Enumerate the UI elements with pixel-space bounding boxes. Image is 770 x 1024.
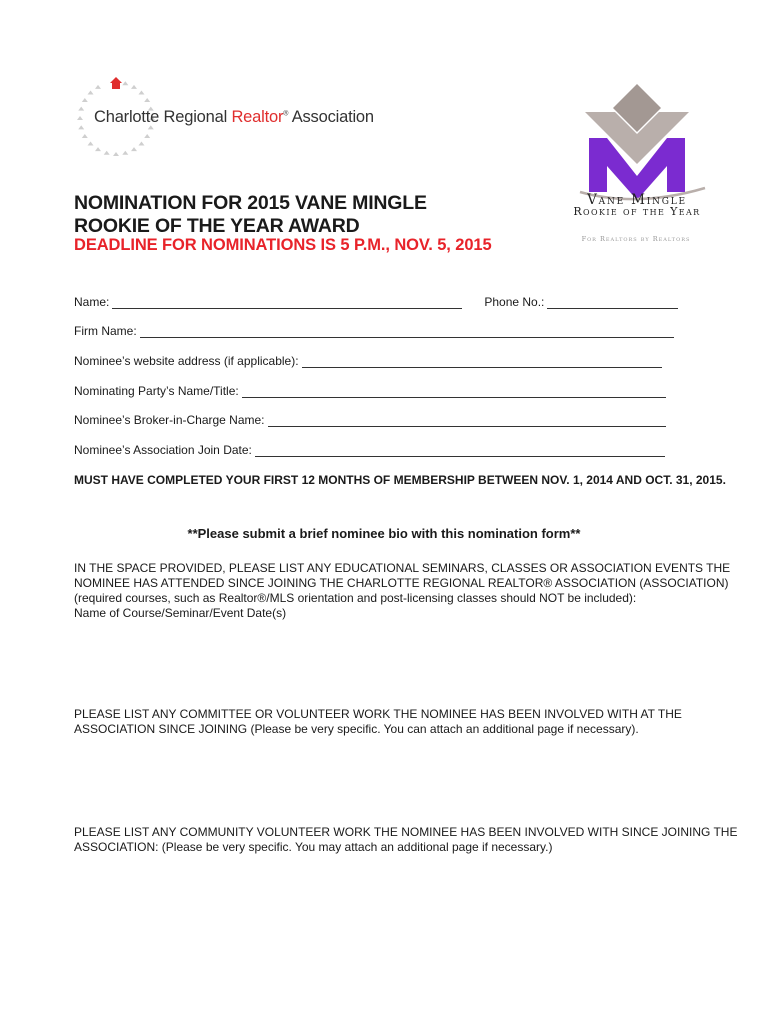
logo-ring-mark bbox=[122, 81, 128, 85]
website-label: Nominee’s website address (if applicable): bbox=[74, 354, 299, 368]
firm-field[interactable] bbox=[140, 326, 674, 338]
deadline-notice: DEADLINE FOR NOMINATIONS IS 5 P.M., NOV. 5, 2015 bbox=[74, 236, 492, 254]
logo-ring-mark bbox=[88, 141, 94, 145]
logo-ring-mark bbox=[95, 85, 101, 89]
name-field[interactable] bbox=[112, 297, 462, 309]
logo-ring-mark bbox=[113, 152, 119, 156]
award-name: Vane Mingle bbox=[587, 192, 687, 208]
logo-ring-mark bbox=[78, 125, 84, 129]
logo-ring-mark bbox=[131, 147, 137, 151]
logo-ring-mark bbox=[82, 98, 88, 102]
award-logo bbox=[555, 80, 720, 250]
logo-ring-mark bbox=[122, 151, 128, 155]
page-title-line-1: NOMINATION FOR 2015 VANE MINGLE bbox=[74, 192, 427, 214]
org-wordmark: Charlotte Regional Realtor® Association bbox=[94, 108, 374, 126]
logo-ring-mark bbox=[144, 134, 150, 138]
page-title-line-2: ROOKIE OF THE YEAR AWARD bbox=[74, 215, 360, 237]
education-subheading: Name of Course/Seminar/Event Date(s) bbox=[74, 606, 287, 620]
join-date-label: Nominee’s Association Join Date: bbox=[74, 443, 252, 457]
phone-label: Phone No.: bbox=[484, 295, 545, 309]
community-section: PLEASE LIST ANY COMMUNITY VOLUNTEER WORK THE NOMINEE HAS BEEN INVOLVED WITH SINCE JOINING THE ASSOCIATION: (Please be very specific. You may attach an additional page if necessary.) bbox=[74, 825, 738, 854]
phone-field[interactable] bbox=[547, 297, 678, 309]
membership-requirement: MUST HAVE COMPLETED YOUR FIRST 12 MONTHS OF MEMBERSHIP BETWEEN NOV. 1, 2014 AND OCT. 31, 2015. bbox=[74, 473, 726, 487]
firm-row bbox=[74, 324, 674, 338]
website-field[interactable] bbox=[302, 356, 662, 368]
broker-field[interactable] bbox=[268, 415, 666, 427]
broker-label: Nominee’s Broker-in-Charge Name: bbox=[74, 413, 265, 427]
logo-ring-mark bbox=[95, 147, 101, 151]
name-label: Name: bbox=[74, 295, 110, 309]
committee-section: PLEASE LIST ANY COMMITTEE OR VOLUNTEER WORK THE NOMINEE HAS BEEN INVOLVED WITH AT THE ASSOCIATION SINCE JOINING (Please be very specific. You can attach an additional page if necessary). bbox=[74, 707, 682, 736]
nominating-party-row bbox=[74, 384, 666, 398]
logo-ring-mark bbox=[138, 91, 144, 95]
website-row bbox=[74, 354, 662, 368]
logo-ring-mark bbox=[131, 85, 137, 89]
award-tagline: For Realtors by Realtors bbox=[581, 235, 691, 243]
logo-ring-mark bbox=[144, 98, 150, 102]
bio-note: **Please submit a brief nominee bio with this nomination form** bbox=[187, 526, 581, 541]
nominating-party-label: Nominating Party’s Name/Title: bbox=[74, 384, 239, 398]
logo-ring-mark bbox=[78, 107, 84, 111]
education-section bbox=[74, 561, 744, 621]
award-subtitle: Rookie of the Year bbox=[573, 205, 701, 218]
firm-label: Firm Name: bbox=[74, 324, 137, 338]
house-icon bbox=[110, 77, 122, 89]
name-row bbox=[74, 295, 678, 309]
logo-ring-mark bbox=[77, 116, 83, 120]
logo-ring-mark bbox=[82, 134, 88, 138]
join-date-row bbox=[74, 443, 665, 457]
education-instructions: IN THE SPACE PROVIDED, PLEASE LIST ANY EDUCATIONAL SEMINARS, CLASSES OR ASSOCIATION EVENTS THE NOMINEE HAS ATTENDED SINCE JOINING THE CHARLOTTE REGIONAL REALTOR® ASSOCIATION (ASSOCIATION) (required courses, such as Realtor®/MLS orientation and post-licensing classes should NOT be included): bbox=[74, 561, 731, 605]
logo-ring-mark bbox=[104, 151, 110, 155]
join-date-field[interactable] bbox=[255, 445, 665, 457]
logo-ring-mark bbox=[88, 91, 94, 95]
broker-row bbox=[74, 413, 666, 427]
nominating-party-field[interactable] bbox=[242, 386, 666, 398]
logo-ring-mark bbox=[138, 141, 144, 145]
